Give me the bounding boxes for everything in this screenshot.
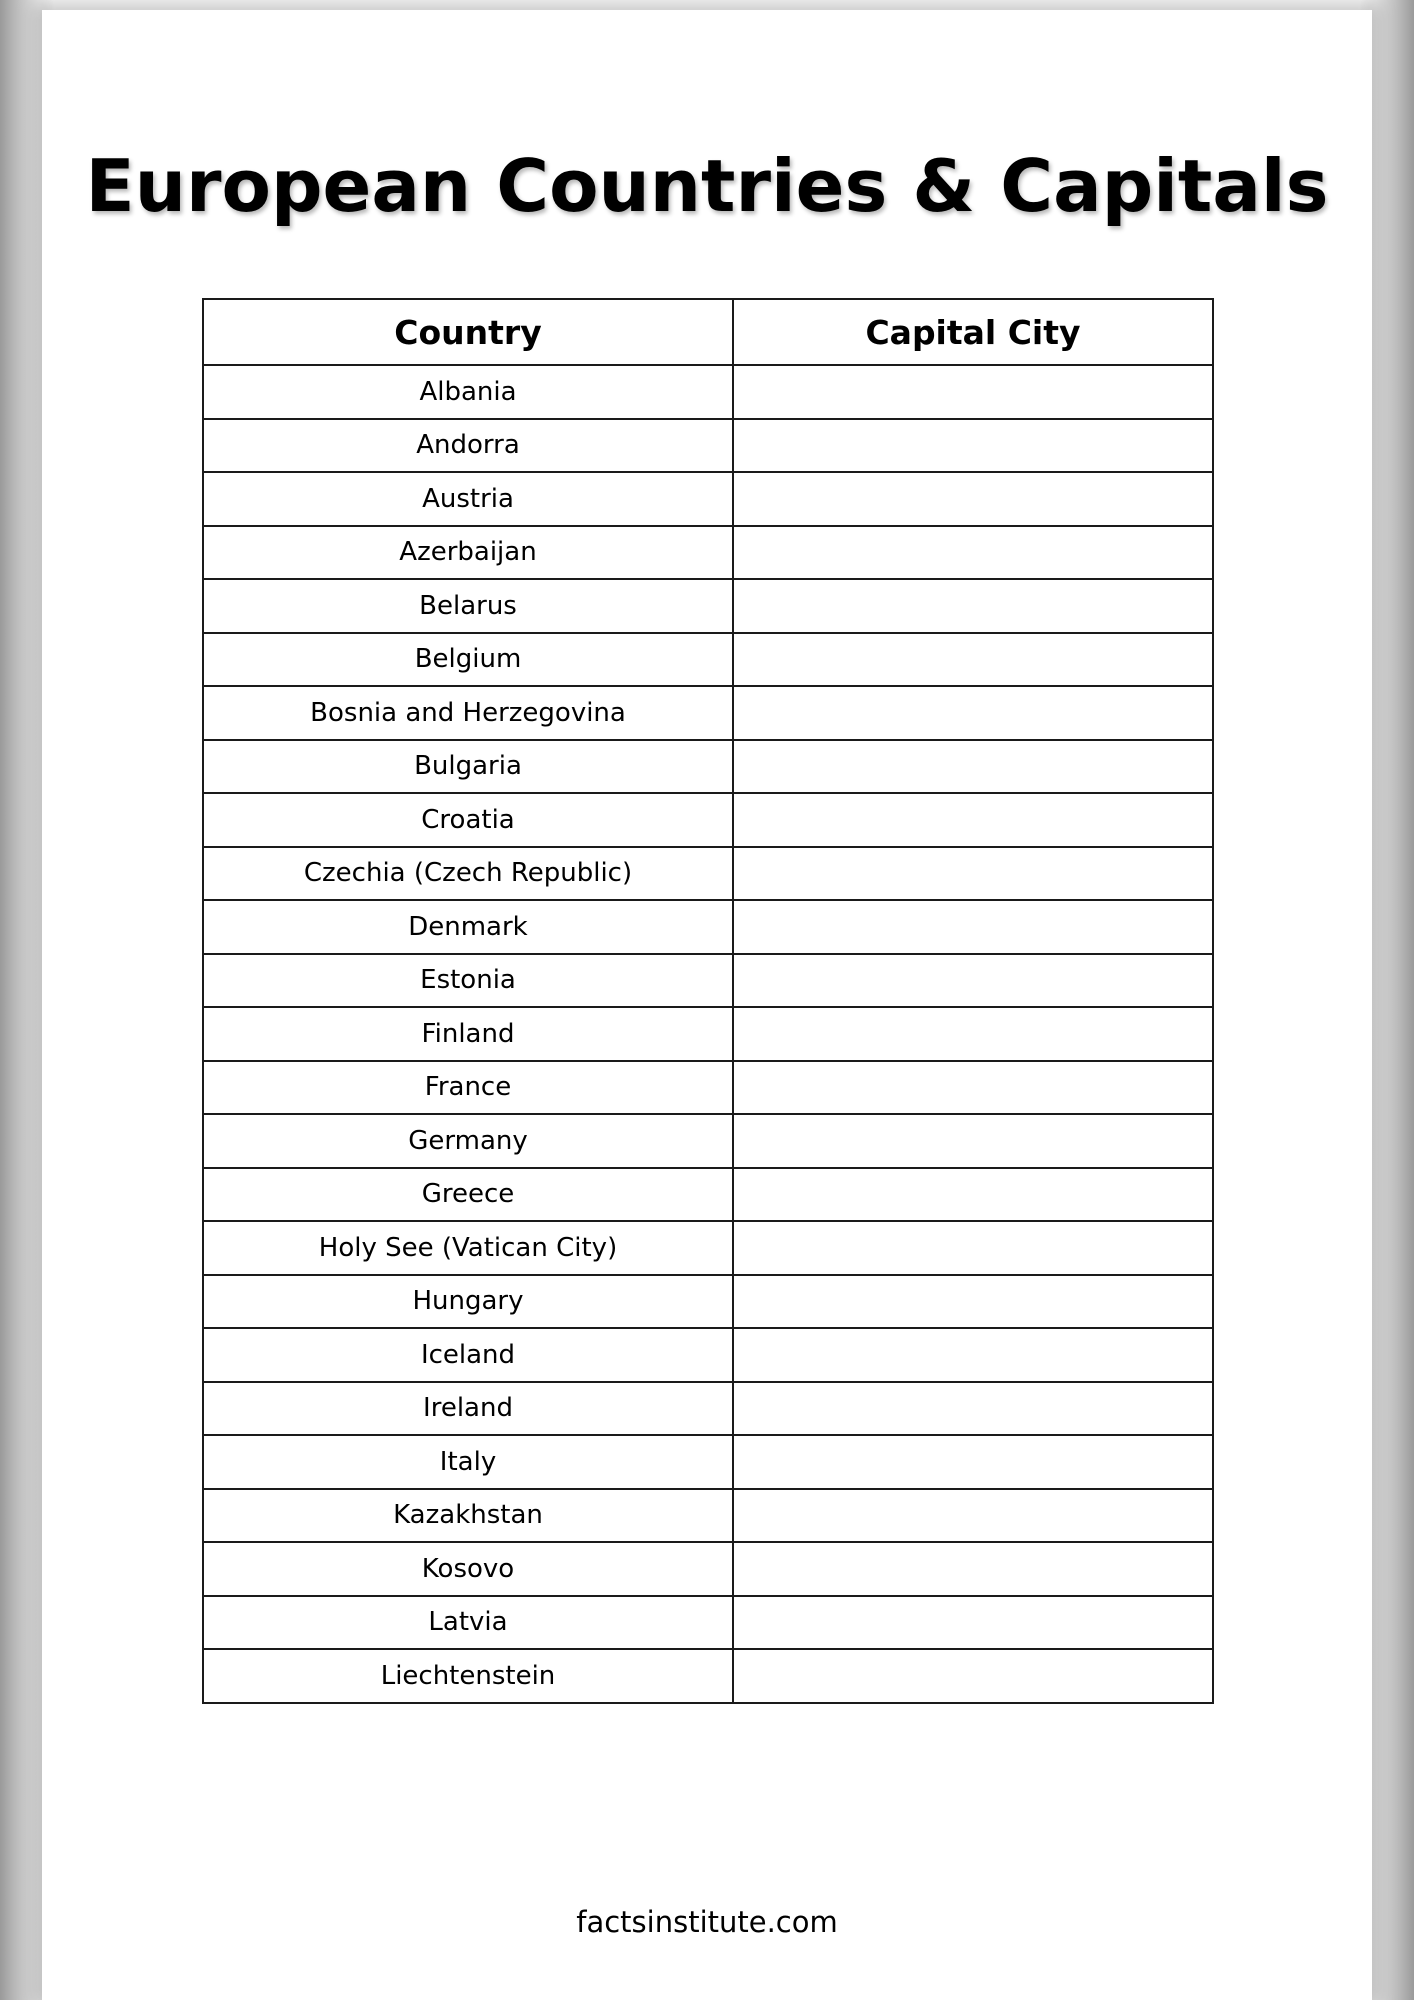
capital-city-cell[interactable] [733, 1382, 1213, 1436]
table-body [203, 365, 1213, 1703]
country-cell: Bulgaria [203, 740, 733, 794]
table-row [203, 793, 1213, 847]
capital-city-cell[interactable] [733, 1221, 1213, 1275]
table-row [203, 1275, 1213, 1329]
country-cell: Ireland [203, 1382, 733, 1436]
capitals-table [202, 298, 1214, 1704]
capital-city-cell[interactable] [733, 1168, 1213, 1222]
capital-city-cell[interactable] [733, 954, 1213, 1008]
table-row [203, 686, 1213, 740]
capital-city-cell[interactable] [733, 1435, 1213, 1489]
country-cell: France [203, 1061, 733, 1115]
table-row [203, 847, 1213, 901]
table-row [203, 1649, 1213, 1703]
table-row [203, 633, 1213, 687]
country-cell: Czechia (Czech Republic) [203, 847, 733, 901]
capital-city-cell[interactable] [733, 1275, 1213, 1329]
capital-city-cell[interactable] [733, 900, 1213, 954]
capital-city-cell[interactable] [733, 1649, 1213, 1703]
table-row [203, 1542, 1213, 1596]
country-cell: Andorra [203, 419, 733, 473]
table-row [203, 1382, 1213, 1436]
table-row [203, 740, 1213, 794]
table-row [203, 1114, 1213, 1168]
capital-city-cell[interactable] [733, 365, 1213, 419]
capital-city-cell[interactable] [733, 1114, 1213, 1168]
capital-city-cell[interactable] [733, 633, 1213, 687]
country-cell: Greece [203, 1168, 733, 1222]
country-cell: Holy See (Vatican City) [203, 1221, 733, 1275]
table-row [203, 1007, 1213, 1061]
capital-city-cell[interactable] [733, 472, 1213, 526]
table-row [203, 1596, 1213, 1650]
table-row [203, 472, 1213, 526]
country-cell: Iceland [203, 1328, 733, 1382]
capital-city-cell[interactable] [733, 1007, 1213, 1061]
table-row [203, 900, 1213, 954]
country-cell: Finland [203, 1007, 733, 1061]
table-row [203, 1489, 1213, 1543]
page-title: European Countries & Capitals [85, 144, 1329, 229]
country-cell: Germany [203, 1114, 733, 1168]
table-row [203, 1435, 1213, 1489]
capital-city-cell[interactable] [733, 1542, 1213, 1596]
country-cell: Belgium [203, 633, 733, 687]
table-row [203, 1061, 1213, 1115]
country-cell: Kosovo [203, 1542, 733, 1596]
country-cell: Albania [203, 365, 733, 419]
country-cell: Croatia [203, 793, 733, 847]
column-header-capital-city: Capital City [733, 299, 1213, 365]
country-cell: Denmark [203, 900, 733, 954]
country-cell: Kazakhstan [203, 1489, 733, 1543]
capital-city-cell[interactable] [733, 419, 1213, 473]
table-row [203, 419, 1213, 473]
country-cell: Belarus [203, 579, 733, 633]
country-cell: Latvia [203, 1596, 733, 1650]
capital-city-cell[interactable] [733, 740, 1213, 794]
table-row [203, 1221, 1213, 1275]
table-row [203, 526, 1213, 580]
capital-city-cell[interactable] [733, 579, 1213, 633]
country-cell: Azerbaijan [203, 526, 733, 580]
country-cell: Estonia [203, 954, 733, 1008]
capital-city-cell[interactable] [733, 526, 1213, 580]
table-row [203, 579, 1213, 633]
column-header-country: Country [203, 299, 733, 365]
capital-city-cell[interactable] [733, 686, 1213, 740]
capital-city-cell[interactable] [733, 1489, 1213, 1543]
country-cell: Bosnia and Herzegovina [203, 686, 733, 740]
country-cell: Hungary [203, 1275, 733, 1329]
country-cell: Italy [203, 1435, 733, 1489]
footer-website: factsinstitute.com [576, 1905, 838, 1939]
capital-city-cell[interactable] [733, 1328, 1213, 1382]
country-cell: Liechtenstein [203, 1649, 733, 1703]
capital-city-cell[interactable] [733, 847, 1213, 901]
country-cell: Austria [203, 472, 733, 526]
capital-city-cell[interactable] [733, 1596, 1213, 1650]
table-header-row [203, 299, 1213, 365]
table-row [203, 1168, 1213, 1222]
capital-city-cell[interactable] [733, 793, 1213, 847]
table-row [203, 1328, 1213, 1382]
capital-city-cell[interactable] [733, 1061, 1213, 1115]
table-row [203, 954, 1213, 1008]
table-row [203, 365, 1213, 419]
